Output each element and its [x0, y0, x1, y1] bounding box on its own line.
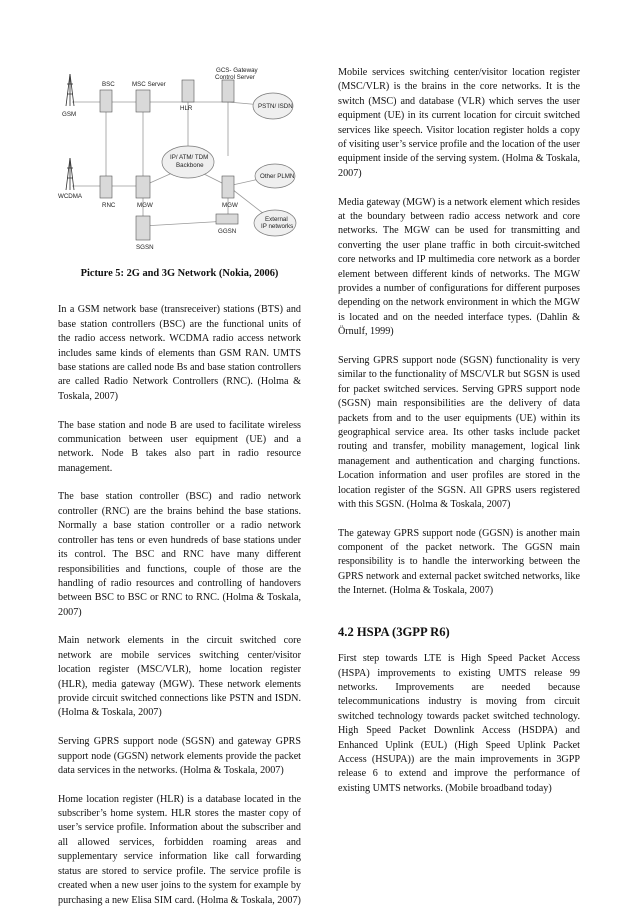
bsc-server-icon — [100, 90, 112, 112]
body-paragraph: The base station controller (BSC) and radio network controller (RNC) are the brains behind the base stations. Normally a base station controller or a radio network controller has tens or even hundreds of base stations under its control. The BSC and RNC have many different responsibilities and functions, couple of those are the handling of radio resources and controlling of handovers between BSC to BSC or RNC to RNC. (Holma & Toskala, 2007) — [58, 491, 301, 618]
hlr-server-icon — [182, 80, 194, 102]
network-diagram — [58, 66, 301, 258]
sgsn-server-icon — [136, 216, 150, 240]
wcdma-antenna-icon — [66, 158, 74, 190]
rnc-label: RNC — [102, 202, 116, 209]
mgw-right-label: MGW — [222, 202, 238, 209]
left-column — [58, 66, 301, 922]
gsm-antenna-icon — [66, 74, 74, 106]
msc-server-icon — [136, 90, 150, 112]
ggsn-router-icon — [216, 214, 238, 224]
external-label-2: IP networks — [261, 223, 294, 230]
body-paragraph: In a GSM network base (transreceiver) stations (BTS) and base station controllers (BSC) are the functional units of the radio access network. WCDMA radio access network includes same kinds of elements than GSM RAN. UMTS base stations are called node Bs and base station controllers are called Radio Network Controllers (RNC). (Holma & Toskala, 2007) — [58, 304, 301, 402]
gcs-label-2: Control Server — [215, 74, 255, 81]
right-column — [338, 66, 580, 810]
body-paragraph: Mobile services switching center/visitor location register (MSC/VLR) is the brains in the core networks. It is the switch (MSC) and database (VLR) which serves the user equipment (UE) in its current location for circuit switched services like speech. Visitor location register holds a copy of visiting user’s service profile and the location of the user equipment inside of the serving system. (Holma & Toskala, 2007) — [338, 67, 580, 179]
backbone-label-2: Backbone — [176, 162, 204, 169]
body-paragraph: The base station and node B are used to facilitate wireless communication between user equipment (UE) and a network. Node B takes also part in radio resource management. — [58, 419, 301, 474]
gsm-label: GSM — [62, 111, 77, 118]
rnc-server-icon — [100, 176, 112, 198]
msc-server-label: MSC Server — [132, 81, 166, 88]
body-paragraph: Serving GPRS support node (SGSN) functionality is very similar to the functionality of MSC/VLR but SGSN is used for packet switched services. Serving GPRS support node (SGSN) main responsibilities are the delivery of data packets from and to the user equipments (UE) within its geographical service area. Its other tasks include packet routing and transfer, mobility management, logical link management and authentication and charging functions. Location information and user profiles are stored in the location register of the SGSN. All GPRS users registered with this SGSN. (Holma & Toskala, 2007) — [338, 354, 580, 510]
body-paragraph: Media gateway (MGW) is a network element which resides at the boundary between radio access network and core networks. The MGW can be used for transmitting and converting the user plane traffic in both circuit-switched core networks and IP multimedia core network as a border element between different kinds of networks. The MGW provides a number of configurations for different purposes depending on the network environment in which the MGW is located and on the needed interface types. (Dahlin & Örnulf, 1999) — [338, 196, 580, 338]
body-paragraph: Serving GPRS support node (SGSN) and gateway GPRS support node (GGSN) network elements provide the packet data services in the networks. (Holma & Toskala, 2007) — [58, 736, 301, 776]
pstn-label: PSTN/ ISDN — [258, 103, 293, 110]
body-paragraph: Main network elements in the circuit switched core network are mobile services switching center/visitor location register (MSC/VLR), home location register (HLR), media gateway (MGW). These network elements provide circuit switched connections like PSTN and ISDN. (Holma & Toskala, 2007) — [58, 635, 301, 719]
mgw-left-label: MGW — [137, 202, 153, 209]
body-paragraph: Home location register (HLR) is a database located in the subscriber’s home system. HLR stores the master copy of user’s service profile. Information about the subscriber and all allowed services, forbidden roaming areas and supplementary service information like call forwarding status are stored to service profile. The service profile is created when a new user joins to the system for example by purchasing a new Elisa SIM card. (Holma & Toskala, 2007) — [58, 793, 301, 906]
gcs-server-icon — [222, 80, 234, 102]
mgw-left-icon — [136, 176, 150, 198]
mgw-right-icon — [222, 176, 234, 198]
body-paragraph: First step towards LTE is High Speed Packet Access (HSPA) improvements to existing UMTS release 99 networks. Improvements are needed because telecommunications industry is moving from circuit switched technology towards packet switched technology. High Speed Packet Downlink Access (HSDPA) and Enhanced Uplink (EUL) (High Speed Uplink Packet Access (HSUPA)) are the main improvements in 3GPP release 6 to extend and improve the performance of existing UMTS networks. (Mobile broadband today) — [338, 653, 580, 794]
external-label-1: External — [265, 216, 288, 223]
bsc-label: BSC — [102, 81, 115, 88]
wcdma-label: WCDMA — [58, 193, 83, 200]
section-heading: 4.2 HSPA (3GPP R6) — [338, 624, 450, 639]
gcs-label: GCS- Gateway — [216, 67, 258, 74]
body-paragraph: The gateway GPRS support node (GGSN) is another main component of the packet network. The GGSN main responsibility is to handle the interworking between the GPRS network and external packet switched networks, like the Internet. (Holma & Toskala, 2007) — [338, 527, 580, 597]
sgsn-label: SGSN — [136, 244, 154, 251]
network-figure — [58, 66, 301, 258]
ggsn-label: GGSN — [218, 228, 237, 235]
hlr-label: HLR — [180, 105, 193, 112]
figure-caption: Picture 5: 2G and 3G Network (Nokia, 2006) — [80, 268, 279, 279]
backbone-label-1: IP/ ATM/ TDM — [170, 154, 209, 161]
other-plmn-label: Other PLMN — [260, 173, 295, 180]
